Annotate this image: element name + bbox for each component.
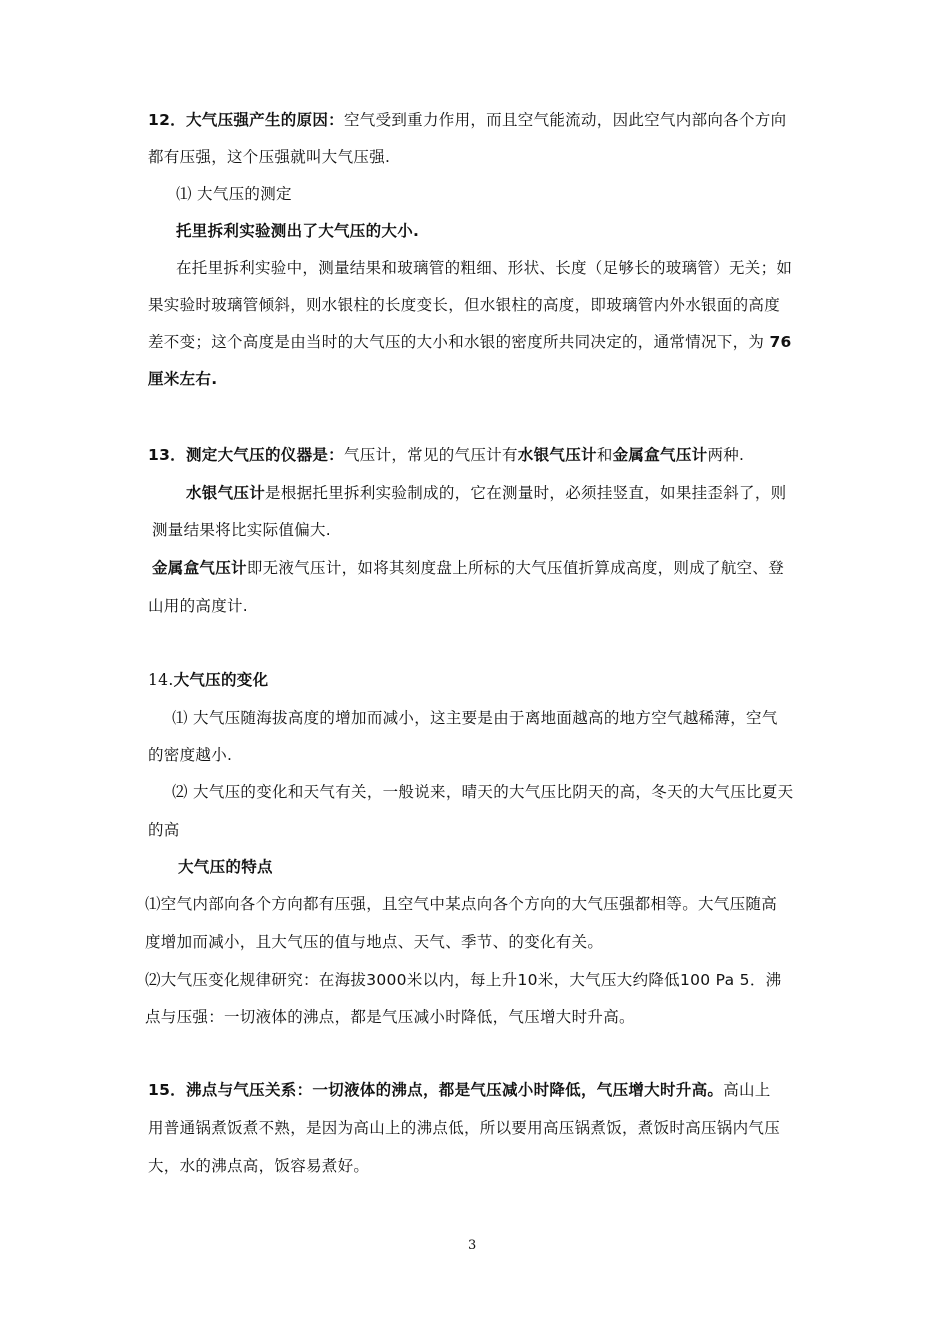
s12-text-7: 差不变；这个高度是由当时的大气压的大小和水银的密度所共同决定的，通常情况下，为 — [148, 333, 765, 351]
s13-line-3: 测量结果将比实际值偏大. — [152, 521, 332, 539]
s12-heading: 12．大气压强产生的原因： — [148, 111, 344, 129]
s13-text-4: 即无液气压计，如将其刻度盘上所标的大气压值折算成高度，则成了航空、登 — [246, 559, 785, 577]
s12-line-5: 在托里拆利实验中，测量结果和玻璃管的粗细、形状、长度（足够长的玻璃管）无关；如 — [176, 259, 793, 277]
s13-text-2: 是根据托里拆利实验制成的，它在测量时，必须挂竖直，如果挂歪斜了，则 — [265, 484, 787, 502]
s15-heading: 15．沸点与气压关系：一切液体的沸点，都是气压减小时降低，气压增大时升高。 — [148, 1081, 724, 1099]
s14-line-9: ⑵大气压变化规律研究：在海拔3000米以内，每上升10米，大气压大约降低100 Pa 5．沸 — [145, 971, 782, 989]
s12-line-8: 厘米左右. — [148, 370, 218, 388]
s15-text-1: 高山上 — [723, 1081, 771, 1099]
s12-line-4: 托里拆利实验测出了大气压的大小. — [176, 222, 420, 240]
page-number: 3 — [468, 1238, 477, 1253]
s13-line-5: 山用的高度计. — [148, 597, 249, 615]
s12-line-3: ⑴ 大气压的测定 — [176, 185, 292, 203]
s13-line-2 — [186, 483, 786, 503]
s14-line-8: 度增加而减小，且大气压的值与地点、天气、季节、的变化有关。 — [145, 933, 604, 951]
s13-term-mercury-2: 水银气压计 — [186, 484, 266, 502]
s13-text-a: 气压计，常见的气压计有 — [343, 446, 518, 464]
s12-line-2: 都有压强，这个压强就叫大气压强. — [148, 148, 391, 166]
s13-line-4 — [152, 558, 784, 578]
s14-heading: 大气压的变化 — [173, 671, 269, 689]
s14-line-5: 的高 — [148, 821, 180, 839]
s15-line-1 — [148, 1080, 771, 1100]
s14-line-7: ⑴空气内部向各个方向都有压强，且空气中某点向各个方向的大气压强都相等。大气压随高 — [145, 895, 778, 913]
s14-subheading: 大气压的特点 — [178, 858, 273, 876]
s15-line-3: 大，水的沸点高，饭容易煮好。 — [148, 1157, 370, 1175]
s14-line-1 — [148, 670, 268, 690]
s13-line-1 — [148, 445, 744, 465]
s12-value-76: 76 — [769, 333, 792, 351]
s13-text-b: 和 — [596, 446, 613, 464]
s15-line-2: 用普通锅煮饭煮不熟，是因为高山上的沸点低，所以要用高压锅煮饭，煮饭时高压锅内气压 — [148, 1119, 781, 1137]
s13-text-c: 两种. — [707, 446, 745, 464]
s14-line-2: ⑴ 大气压随海拔高度的增加而减小，这主要是由于离地面越高的地方空气越稀薄，空气 — [172, 709, 778, 727]
s13-term-aneroid: 金属盒气压计 — [612, 446, 708, 464]
s12-line-6: 果实验时玻璃管倾斜，则水银柱的长度变长，但水银柱的高度，即玻璃管内外水银面的高度 — [148, 296, 781, 314]
s12-line-1 — [148, 110, 786, 130]
s12-line-7 — [148, 332, 792, 352]
s13-term-aneroid-2: 金属盒气压计 — [152, 559, 247, 577]
s14-line-4: ⑵ 大气压的变化和天气有关，一般说来，晴天的大气压比阴天的高，冬天的大气压比夏天 — [172, 783, 794, 801]
s13-heading: 13．测定大气压的仪器是： — [148, 446, 344, 464]
s12-text: 空气受到重力作用，而且空气能流动，因此空气内部向各个方向 — [343, 111, 787, 129]
s14-number: 14. — [148, 671, 174, 689]
s14-line-10: 点与压强：一切液体的沸点，都是气压减小时降低，气压增大时升高。 — [145, 1008, 635, 1026]
s13-term-mercury: 水银气压计 — [517, 446, 597, 464]
s14-line-3: 的密度越小. — [148, 746, 233, 764]
